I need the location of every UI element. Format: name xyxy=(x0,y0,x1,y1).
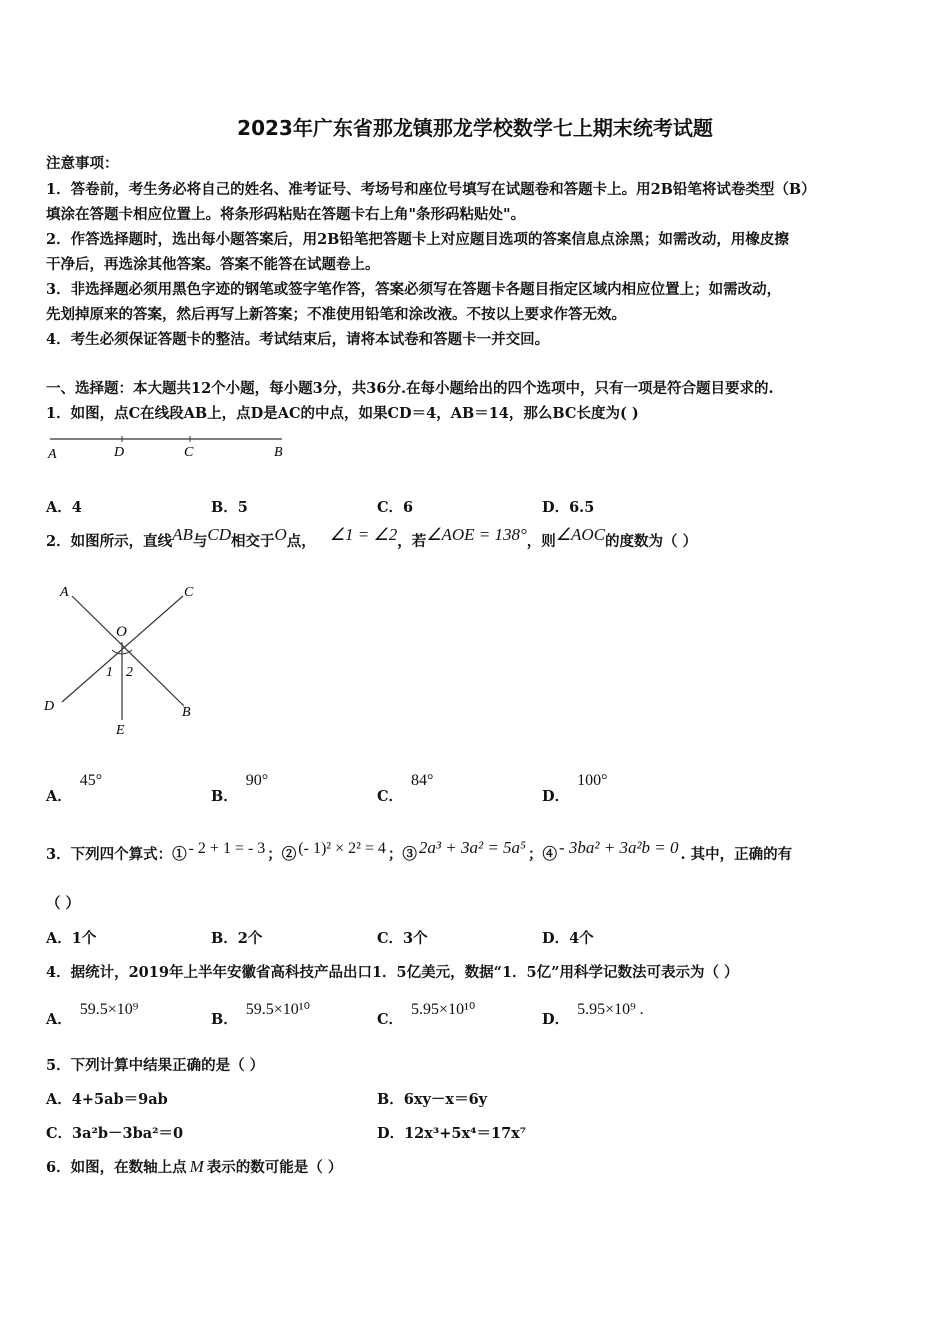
q1-option-b[interactable]: B．5 xyxy=(211,499,248,516)
section-heading: 一、选择题：本大题共12个小题，每小题3分，共36分.在每小题给出的四个选项中，只有一项是符合题目要求的. xyxy=(46,380,774,397)
q4-option-d[interactable]: D．5.95×10⁹ . xyxy=(542,1001,644,1028)
figure-label-c: C xyxy=(184,585,194,600)
figure-label-2: 2 xyxy=(126,665,133,680)
question-3-paren: （ ） xyxy=(46,895,81,912)
figure-label-a: A xyxy=(48,447,57,462)
notice-line: 4．考生必须保证答题卡的整洁。考试结束后，请将本试卷和答题卡一并交回。 xyxy=(46,331,550,348)
figure-label-e: E xyxy=(116,723,125,738)
figure-label-1: 1 xyxy=(106,665,113,680)
question-6-stem: 6．如图，在数轴上点 M 表示的数可能是（ ） xyxy=(46,1157,343,1176)
q1-option-c[interactable]: C．6 xyxy=(377,499,414,516)
notice-line: 填涂在答题卡相应位置上。将条形码粘贴在答题卡右上角"条形码粘贴处"。 xyxy=(46,206,526,223)
question-2-figure xyxy=(40,578,210,740)
q3-option-c[interactable]: C．3个 xyxy=(377,930,428,947)
q4-option-b[interactable]: B．59.5×10¹⁰ xyxy=(211,1001,310,1028)
q2-option-a[interactable]: A．45° xyxy=(46,772,103,805)
q1-option-d[interactable]: D．6.5 xyxy=(542,499,595,516)
q3-option-b[interactable]: B．2个 xyxy=(211,930,263,947)
notice-line: 1．答卷前，考生务必将自己的姓名、准考证号、考场号和座位号填写在试题卷和答题卡上。用2B铅笔将试卷类型（B） xyxy=(46,181,816,198)
figure-label-b: B xyxy=(182,705,191,720)
figure-label-b: B xyxy=(274,445,283,460)
q5-option-d[interactable]: D．12x³+5x⁴＝17x⁷ xyxy=(377,1125,527,1142)
figure-label-a: A xyxy=(60,585,69,600)
q2-option-d[interactable]: D．100° xyxy=(542,772,608,805)
q5-option-b[interactable]: B．6xy－x＝6y xyxy=(377,1091,488,1108)
q4-option-a[interactable]: A．59.5×10⁹ xyxy=(46,1001,139,1028)
question-1-stem: 1．如图，点C在线段AB上，点D是AC的中点，如果CD＝4，AB＝14，那么BC长度为( ) xyxy=(46,405,639,422)
question-3-stem: 3．下列四个算式：① - 2 + 1 = - 3 ；② (- 1)² × 2² = 4 ；③ 2a³ + 3a² = 5a⁵ ；④ - 3ba² + 3a²b = 0 . 其中，正确的有 xyxy=(46,838,793,863)
question-1-figure xyxy=(44,428,294,464)
figure-label-o: O xyxy=(116,624,127,640)
question-5-stem: 5．下列计算中结果正确的是（ ） xyxy=(46,1057,265,1074)
q1-option-a[interactable]: A．4 xyxy=(46,499,82,516)
q3-option-d[interactable]: D．4个 xyxy=(542,930,594,947)
figure-label-d: D xyxy=(44,699,55,714)
figure-label-c: C xyxy=(184,445,194,460)
notice-line: 2．作答选择题时，选出每小题答案后，用2B铅笔把答题卡上对应题目选项的答案信息点涂黑；如需改动，用橡皮擦 xyxy=(46,231,789,248)
q3-option-a[interactable]: A．1个 xyxy=(46,930,97,947)
question-2-stem: 2．如图所示，直线AB与CD相交于O点， ∠1 = ∠2，若∠AOE = 138°，则∠AOC的度数为（ ） xyxy=(46,525,698,550)
page-title: 2023年广东省那龙镇那龙学校数学七上期末统考试题 xyxy=(237,116,713,140)
notice-line: 先划掉原来的答案，然后再写上新答案；不准使用铅笔和涂改液。不按以上要求作答无效。 xyxy=(46,306,626,323)
notice-line: 3．非选择题必须用黑色字迹的钢笔或签字笔作答，答案必须写在答题卡各题目指定区域内相应位置上；如需改动， xyxy=(46,281,782,298)
q2-option-c[interactable]: C．84° xyxy=(377,772,434,805)
q5-option-a[interactable]: A．4+5ab＝9ab xyxy=(46,1091,168,1108)
question-4-stem: 4．据统计，2019年上半年安徽省高科技产品出口1．5亿美元，数据“1．5亿”用科学记数法可表示为（ ） xyxy=(46,964,739,981)
figure-label-d: D xyxy=(114,445,125,460)
notice-heading: 注意事项： xyxy=(46,155,119,172)
notice-line: 干净后，再选涂其他答案。答案不能答在试题卷上。 xyxy=(46,256,380,273)
q5-option-c[interactable]: C．3a²b－3ba²＝0 xyxy=(46,1125,184,1142)
q4-option-c[interactable]: C．5.95×10¹⁰ xyxy=(377,1001,476,1028)
q2-option-b[interactable]: B．90° xyxy=(211,772,269,805)
